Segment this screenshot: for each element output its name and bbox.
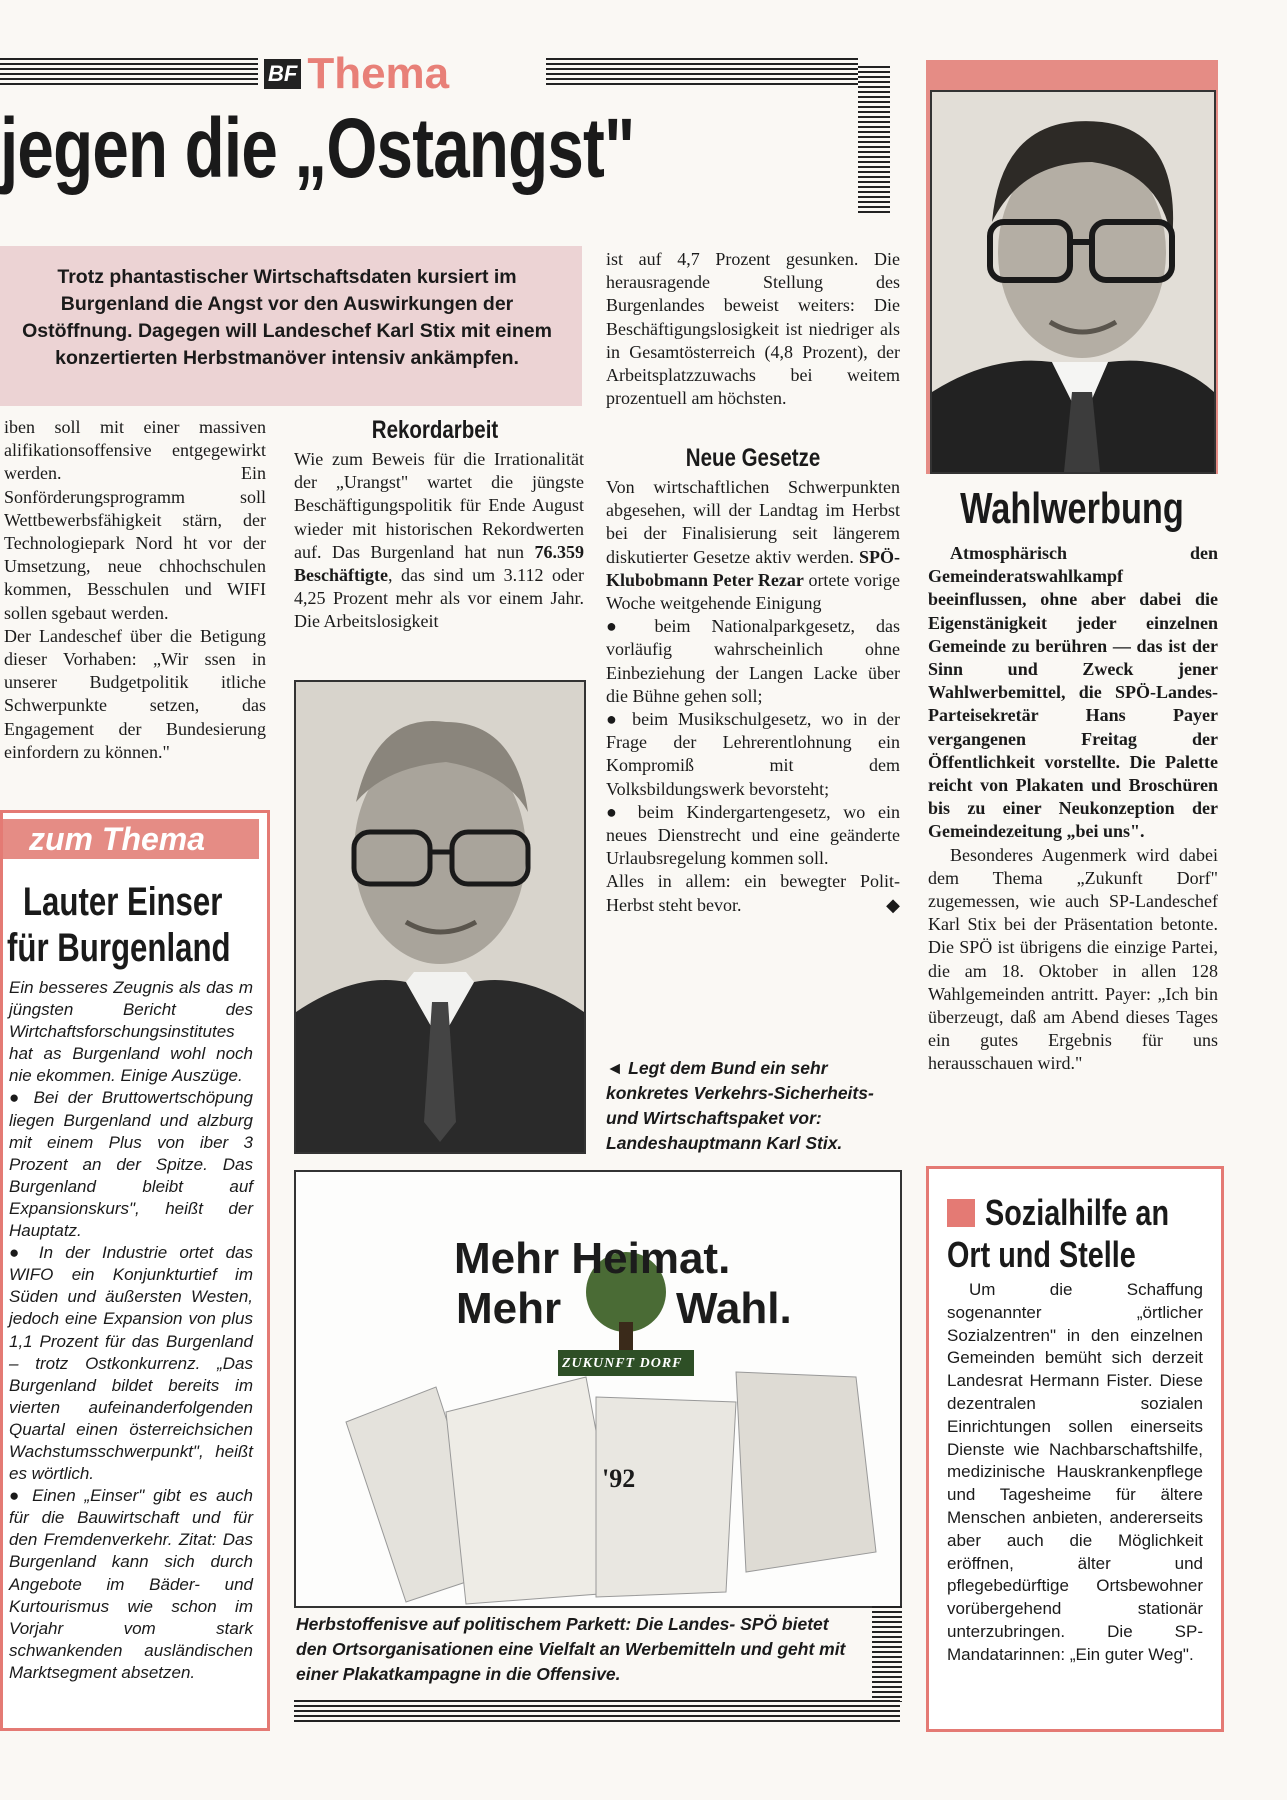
header-logo-group xyxy=(264,49,450,98)
poster-line-2a: Mehr xyxy=(456,1284,562,1333)
portrait-illustration-2 xyxy=(932,92,1214,472)
zum-thema-title-2: für Burgenland xyxy=(7,926,231,970)
col1-paragraph-1: iben soll mit einer massiven alifikationsoffensive entgegewirkt werden. Ein Sonförderungsprogramm soll Wettbewerbsfähigkeit stärn, der Technologiepark Nord ht vor der Umsetzung, neue chhochschulen kommen, Besschulen und WIFI sollen sgebaut werden. xyxy=(4,417,266,623)
headline: jegen die „Ostangst" xyxy=(0,101,635,195)
header-rules-vertical xyxy=(858,66,890,216)
lead-text: Trotz phantastischer Wirtschaftsdaten kursiert im Burgenland die Angst vor den Auswirkungen der Ostöffnung. Dagegen will Landeschef Karl Stix mit einem konzertierten Herbstmanöver intensiv ankämpfen. xyxy=(22,266,552,369)
neue-gesetze-subhead: Neue Gesetze xyxy=(685,444,821,472)
poster-year: '92 xyxy=(602,1464,636,1493)
col3-body xyxy=(606,476,900,917)
poster-caption-rules-bottom xyxy=(294,1700,900,1722)
square-bullet-icon xyxy=(947,1199,975,1227)
poster-caption: Herbstoffenisve auf politischem Parkett: Die Landes- SPÖ bietet den Ortsorganisationen eine Vielfalt an Werbemitteln und geht mit einer Plakatkampagne in die Offensive. xyxy=(296,1614,846,1684)
col3-p2-bold: SPÖ-Klubobmann Peter Rezar xyxy=(606,546,900,590)
photo-payer-frame xyxy=(926,60,1218,474)
rekordarbeit-body xyxy=(294,448,584,634)
wahlwerbung-paragraph-1: Atmosphärisch den Gemeinderatswahlkampf beeinflussen, ohne aber dabei die Eigenstänigkeit jeder einzelnen Gemeinde zu berühren — das ist der Sinn und Zweck jener Wahlwerbemittel, die SPÖ-Landes-Parteisekretär Hans Payer vergangenen Freitag der Öffentlichkeit vorstellte. Die Palette reicht von Plakaten und Broschüren bis zu einer Neukonzeption der Gemeindezeitung „bei uns". xyxy=(928,543,1218,842)
zum-thema-body xyxy=(3,969,267,1684)
zum-thema-p4: ● Einen „Einser" gibt es auch für die Bauwirtschaft und für den Fremdenverkehr. Zitat: Das Burgenland kann sich durch Angebote im Bäder- und Kurtourismus wie schon im Vorjahr vom stark schwankenden ausländischen Marktsegment absetzen. xyxy=(9,1486,253,1682)
zum-thema-banner: zum Thema xyxy=(3,819,259,859)
col1-body xyxy=(4,416,266,764)
header-rules-right xyxy=(546,58,858,86)
zum-thema-title-1: Lauter Einser xyxy=(23,880,223,924)
lead-box xyxy=(0,246,582,406)
col3-paragraph-1: ist auf 4,7 Prozent gesunken. Die herausragende Stellung des Burgenlandes beweist weiters: Die Beschäftigungslosigkeit ist niedriger als in Gesamtösterreich (4,8 Prozent), der Arbeitsplatzzuwachs bei weitem prozentuell am höchsten. xyxy=(606,249,900,409)
rekordarbeit-bold: 76.359 Beschäftigte xyxy=(294,541,584,586)
col3-p2-b: ortete vorige Woche weitgehende Einigung xyxy=(606,569,900,614)
wahlwerbung-body xyxy=(928,542,1218,1076)
col3-p2-a: Von wirtschaftlichen Schwerpunkten abgesehen, will der Landtag im Herbst bei der Finalisierung seit längerem diskutierter Gesetze aktiv werden. xyxy=(606,477,900,567)
col1-paragraph-2: Der Landeschef über die Betigung dieser Vorhaben: „Wir ssen in unserer Budgetpolitik itliche Schwerpunkte setzen, das Engagement der Bundesierung einfordern zu können." xyxy=(4,625,266,762)
sozialhilfe-box xyxy=(926,1166,1224,1732)
rekordarbeit-text-b: , das sind um 3.112 oder 4,25 Prozent mehr als vor einem Jahr. Die Arbeitslosigkeit xyxy=(294,565,584,632)
portrait-illustration xyxy=(296,682,584,1152)
poster-caption-rules-right xyxy=(872,1606,902,1702)
bf-logo: BF xyxy=(264,59,301,89)
photo-poster xyxy=(294,1170,902,1608)
photo-hans-payer xyxy=(930,90,1216,474)
zum-thema-p1: Ein besseres Zeugnis als das m jüngsten Bericht des Wirtchaftsforschungsinstitutes hat as Burgenland wohl noch nie ekommen. Einige Auszüge. xyxy=(9,978,253,1086)
bullet-nationalpark: ● beim Nationalparkgesetz, das vorläufig wahrscheinlich ohne Einbeziehung der Langen Lacke über die Bühne gehen soll; xyxy=(606,616,900,706)
poster-badge: ZUKUNFT DORF xyxy=(562,1356,683,1371)
sozialhilfe-title-2: Ort und Stelle xyxy=(947,1234,1136,1275)
zum-thema-box xyxy=(0,810,270,1731)
poster-line-1: Mehr Heimat. xyxy=(454,1234,731,1283)
header-rules-left xyxy=(0,58,258,86)
zum-thema-p2: ● Bei der Bruttowertschöpung liegen Burgenland und alzburg mit einem Plus von iber 3 Prozent an der Spitze. Das Burgenland bleibt auf Expansionskurs", heißt der Hauptatz. xyxy=(9,1088,253,1241)
sozialhilfe-title-1: Sozialhilfe an xyxy=(985,1192,1170,1233)
photo-karl-stix xyxy=(294,680,586,1154)
col3-closing: Alles in allem: ein bewegter Polit-Herbst steht bevor. xyxy=(606,871,900,915)
wahlwerbung-paragraph-2: Besonderes Augenmerk wird dabei dem Thema „Zukunft Dorf" zugemessen, wie auch SP-Landeschef Karl Stix bei der Präsentation betonte. Die SPÖ ist übrigens die einzige Partei, die am 18. Oktober in allen 128 Wahlgemeinden antritt. Payer: „Ich bin überzeugt, daß am Abend dieses Tages ein gutes Ergebnis für uns herausschauen wird." xyxy=(928,844,1218,1074)
wahlwerbung-title: Wahlwerbung xyxy=(960,484,1184,533)
rekordarbeit-subhead: Rekordarbeit xyxy=(371,416,499,444)
stix-caption: ◄ Legt dem Bund ein sehr konkretes Verkehrs-Sicherheits- und Wirtschaftspaket vor: Landeshauptmann Karl Stix. xyxy=(606,1058,874,1153)
sozialhilfe-body: Um die Schaffung sogenannter „örtlicher Sozialzentren" in den einzelnen Gemeinden bemüht sich derzeit Landesrat Hermann Fister. Diese dezentralen sozialen Einrichtungen sollen einerseits Dienste wie Nachbarschaftshilfe, medizinische Hauskrankenpflege und Tagesheime für ältere Menschen anbieten, andererseits aber auch die Möglichkeit eröffnen, älter und pflegebedürftige Ortsbewohner vorübergehend stationär unterzubringen. Die SP-Mandatarinnen: „Ein guter Weg". xyxy=(947,1280,1203,1664)
end-mark-icon: ◆ xyxy=(886,894,900,915)
bullet-musikschule: ● beim Musikschulgesetz, wo in der Frage der Lehrerentlohnung ein Kompromiß mit dem Volksbildungswerk bevorsteht; xyxy=(606,709,900,799)
bullet-kindergarten: ● beim Kindergartengesetz, wo ein neues Dienstrecht und eine geänderte Urlaubsregelung kommen soll. xyxy=(606,801,900,869)
section-label: Thema xyxy=(307,49,450,98)
zum-thema-p3: ● In der Industrie ortet das WIFO ein Konjunkturtief im Süden und äußersten Westen, jedoch eine Expansion von plus 1,1 Prozent für das Burgenland – trotz Ostkonkurrenz. „Das Burgenland bildet bereits im vierten aufeinanderfolgenden Quartal einen österreichsichen Wachstumsschwerpunkt", heißt es wörtlich. xyxy=(9,1243,253,1484)
rekordarbeit-text-a: Wie zum Beweis für die Irrationalität der „Urangst" wartet die jüngste Beschäftigungspolitik für Ende August wieder mit historischen Rekordwerten auf. Das Burgenland hat nun xyxy=(294,449,584,562)
col3-body-top xyxy=(606,248,900,410)
poster-line-2b: Wahl. xyxy=(676,1284,792,1333)
